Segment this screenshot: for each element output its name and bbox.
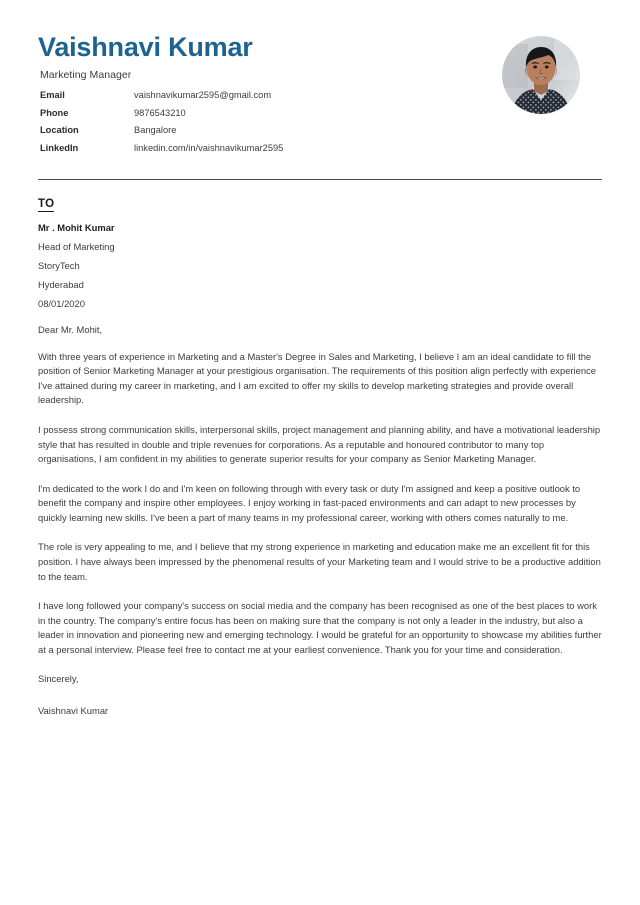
contact-details-table	[40, 90, 283, 160]
contact-label-phone: Phone	[40, 107, 69, 118]
contact-row-email	[40, 90, 283, 108]
letter-date: 08/01/2020	[38, 298, 85, 310]
contact-value-linkedin[interactable]: linkedin.com/in/vaishnavikumar2595	[134, 143, 284, 154]
contact-value-phone[interactable]: 9876543210	[134, 107, 186, 118]
body-paragraph: The role is very appealing to me, and I believe that my strong experience in marketing and education make me an excellent fit for this position. I have always been impressed by the phenomenal results of your Marketing team and I would strive to be a productive addition to the team.	[38, 541, 601, 582]
header-text-block	[38, 32, 502, 161]
contact-row-phone	[40, 108, 283, 126]
recipient-city: Hyderabad	[38, 279, 84, 291]
contact-value-location: Bangalore	[134, 125, 177, 136]
recipient-title: Head of Marketing	[38, 241, 115, 253]
closing-salutation: Sincerely,	[38, 673, 79, 685]
letter-header	[38, 32, 602, 161]
body-paragraph: I have long followed your company's success on social media and the company has been recognised as one of the best places to work in the country. The company's entire focus has been on making sure that the company is not only a leader in the industry, but also a leader in innovation and pioneering new and emerging technology. I would be grateful for an opportunity to showcase my abilities further at a personal interview. Please feel free to contact me at your earliest convenience. Thank you for your time and consideration.	[38, 600, 602, 655]
contact-label-location: Location	[40, 125, 79, 136]
recipient-block	[38, 194, 602, 309]
page-title: Vaishnavi Kumar	[38, 32, 253, 62]
profile-photo-icon	[502, 36, 580, 114]
recipient-heading: TO	[38, 198, 55, 211]
body-paragraph: I'm dedicated to the work I do and I'm keen on following through with every task or duty I'm assigned and keep a positive outlook to benefit the company and inspire other employees. I enjoy working in fast-paced environments and can adapt to new processes by quickly learning new skills. I've been a part of many teams in my professional career, working with others comes naturally to me.	[38, 482, 581, 523]
letter-body	[38, 324, 602, 719]
contact-row-location	[40, 125, 283, 143]
contact-label-linkedin: LinkedIn	[40, 143, 79, 154]
header-divider	[38, 179, 602, 181]
body-paragraph: With three years of experience in Marketing and a Master's Degree in Sales and Marketing, I believe I am an ideal candidate to fill the position of Senior Marketing Manager at your prestigious organisation. The requirements of this position align perfectly with experience I've attained during my career in marketing, and I am excited to offer my skills to develop marketing strategies and provide overall leadership.	[38, 350, 596, 406]
avatar	[502, 36, 580, 114]
job-title: Marketing Manager	[40, 69, 132, 82]
body-paragraph: I possess strong communication skills, interpersonal skills, project management and planning ability, and have a motivational leadership style that has resulted in double and triple revenues for corporations. As a reputable and honoured contributor to many top organisations, I am confident in my abilities to generate superior results for your company as Senior Marketing Manager.	[38, 423, 601, 465]
contact-row-linkedin	[40, 143, 283, 161]
recipient-company: StoryTech	[38, 260, 80, 272]
contact-label-email: Email	[40, 90, 65, 101]
salutation: Dear Mr. Mohit,	[38, 323, 103, 335]
recipient-name: Mr . Mohit Kumar	[38, 222, 115, 234]
signature-name: Vaishnavi Kumar	[38, 705, 109, 717]
contact-value-email[interactable]: vaishnavikumar2595@gmail.com	[134, 90, 272, 101]
